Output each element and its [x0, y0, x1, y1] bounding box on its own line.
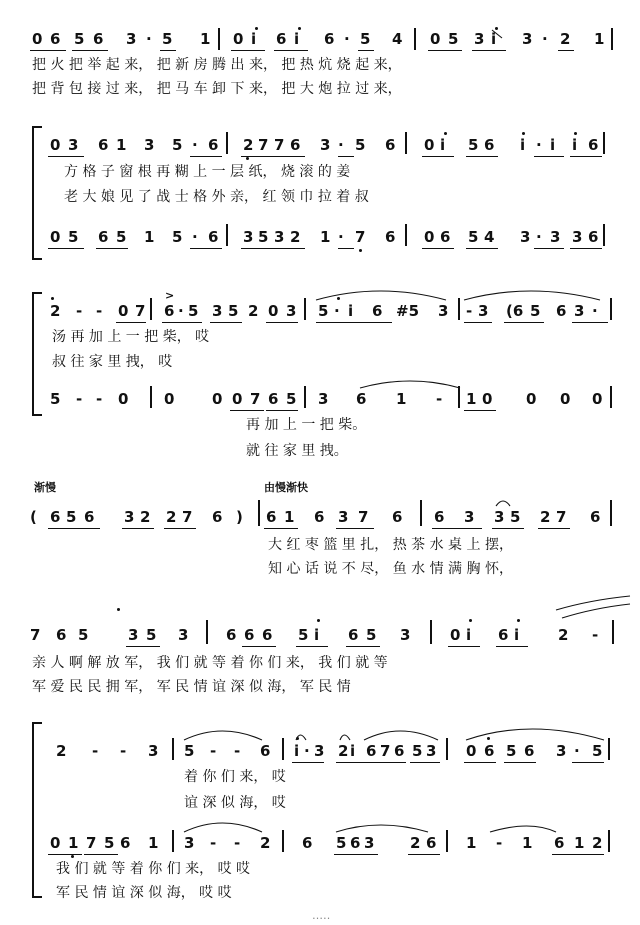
- note: 3: [550, 228, 561, 246]
- note: 3: [124, 508, 135, 526]
- note: 5: [318, 302, 329, 320]
- note: 3: [494, 508, 505, 526]
- note: 0: [50, 834, 61, 852]
- note: 3: [126, 30, 137, 48]
- note: i: [294, 30, 300, 48]
- note: 3: [338, 508, 349, 526]
- note: 7: [135, 302, 146, 320]
- note: -: [120, 742, 127, 760]
- note: 3: [364, 834, 375, 852]
- note: 0: [32, 30, 43, 48]
- note: 5: [468, 228, 479, 246]
- note: 6: [208, 228, 219, 246]
- note: 0: [50, 136, 61, 154]
- note: 3: [212, 302, 223, 320]
- note: 3: [464, 508, 475, 526]
- note: 7: [355, 228, 366, 246]
- lyric-line-1: 方 格 子 窗 根 再 糊 上 一 层 纸， 烧 滚 的 姜: [64, 164, 351, 180]
- note: 2: [558, 626, 569, 644]
- note: i: [520, 136, 526, 154]
- note: 3: [400, 626, 411, 644]
- note: 3: [478, 302, 489, 320]
- note: 3: [522, 30, 533, 48]
- note: 3: [184, 834, 195, 852]
- note: -: [466, 302, 473, 320]
- lyric-line-1: 亲 人 啊 解 放 军， 我 们 就 等 着 你 们 来， 我 们 就 等: [32, 655, 388, 671]
- note: 1: [68, 834, 79, 852]
- note: 2: [140, 508, 151, 526]
- note: ·: [304, 742, 310, 760]
- note: -: [496, 834, 503, 852]
- note: -: [210, 834, 217, 852]
- note: 3: [572, 228, 583, 246]
- note: 5: [188, 302, 199, 320]
- note: 5: [162, 30, 173, 48]
- note: 1: [396, 390, 407, 408]
- note: 7: [274, 136, 285, 154]
- note: i: [550, 136, 556, 154]
- note: 0: [560, 390, 571, 408]
- note: 6: [164, 302, 175, 320]
- note: ·: [192, 136, 198, 154]
- note: 6: [266, 508, 277, 526]
- note: 5: [448, 30, 459, 48]
- note: 6: [268, 390, 279, 408]
- note: 2: [166, 508, 177, 526]
- note: 5: [592, 742, 603, 760]
- note: 1: [144, 228, 155, 246]
- note: -: [76, 302, 83, 320]
- note: 7: [380, 742, 391, 760]
- note: 6: [208, 136, 219, 154]
- lyric-line-3: 我 们 就 等 着 你 们 来， 哎 哎: [56, 861, 251, 877]
- note: 6: [244, 626, 255, 644]
- note: 5: [146, 626, 157, 644]
- note: 1: [466, 390, 477, 408]
- note: 0: [232, 390, 243, 408]
- note: 6: [392, 508, 403, 526]
- note: 6: [260, 742, 271, 760]
- note: -: [92, 742, 99, 760]
- note: -: [210, 742, 217, 760]
- note: ·: [334, 302, 340, 320]
- note: 3: [178, 626, 189, 644]
- note: 6: [302, 834, 313, 852]
- lyric-line-1: 大 红 枣 篮 里 扎， 热 茶 水 桌 上 摆，: [268, 537, 513, 553]
- note: 5: [510, 508, 521, 526]
- note: 3: [438, 302, 449, 320]
- note: 3: [148, 742, 159, 760]
- note: 3: [274, 228, 285, 246]
- note: 3: [128, 626, 139, 644]
- note: 3: [243, 228, 254, 246]
- note: i: [294, 742, 300, 760]
- note: 3: [426, 742, 437, 760]
- note: #5: [396, 302, 420, 320]
- note: 6: [262, 626, 273, 644]
- note: 6: [356, 390, 367, 408]
- note: 6: [50, 508, 61, 526]
- note: i: [350, 742, 356, 760]
- note: 0: [424, 136, 435, 154]
- note: 4: [392, 30, 403, 48]
- note: 2: [56, 742, 67, 760]
- note: 1: [148, 834, 159, 852]
- note: -: [436, 390, 443, 408]
- note: 7: [250, 390, 261, 408]
- note: 7: [30, 626, 41, 644]
- note: 0: [466, 742, 477, 760]
- note: 3: [520, 228, 531, 246]
- note: 3: [318, 390, 329, 408]
- note: 6: [324, 30, 335, 48]
- note: 5: [116, 228, 127, 246]
- note: 6: [426, 834, 437, 852]
- note: i: [251, 30, 257, 48]
- note: 5: [336, 834, 347, 852]
- note: 2: [338, 742, 349, 760]
- note: 0: [482, 390, 493, 408]
- note: 6: [93, 30, 104, 48]
- note: 0: [118, 302, 129, 320]
- note: i: [572, 136, 578, 154]
- note: 6: [590, 508, 601, 526]
- lyric-line-3: 再 加 上 一 把 柴。: [246, 417, 367, 433]
- note: i: [466, 626, 472, 644]
- note: 0: [526, 390, 537, 408]
- note: i: [314, 626, 320, 644]
- note: 0: [430, 30, 441, 48]
- note: ·: [344, 30, 350, 48]
- note: 3: [320, 136, 331, 154]
- note: 6: [434, 508, 445, 526]
- note: 5: [68, 228, 79, 246]
- note: 1: [466, 834, 477, 852]
- lyric-line-1: 着 你 们 来， 哎: [184, 769, 286, 785]
- note: -: [234, 834, 241, 852]
- note: 5: [286, 390, 297, 408]
- note: (6: [506, 302, 524, 320]
- lyric-line-2: 叔 往 家 里 拽， 哎: [52, 354, 173, 370]
- note: 2: [592, 834, 603, 852]
- note: 6: [276, 30, 287, 48]
- note: 5: [74, 30, 85, 48]
- note: 6: [385, 136, 396, 154]
- note: 1: [116, 136, 127, 154]
- note: 0: [592, 390, 603, 408]
- note: ·: [592, 302, 598, 320]
- note: -: [234, 742, 241, 760]
- note: 6: [366, 742, 377, 760]
- note: 7: [556, 508, 567, 526]
- note: 3: [556, 742, 567, 760]
- note: 3: [314, 742, 325, 760]
- note: 5: [412, 742, 423, 760]
- note: 2: [540, 508, 551, 526]
- note: 5: [104, 834, 115, 852]
- note: 3: [286, 302, 297, 320]
- lyric-line-2: 把 背 包 接 过 来， 把 马 车 卸 下 来， 把 大 炮 拉 过 来，: [32, 81, 402, 97]
- note: 5: [184, 742, 195, 760]
- note: 3: [574, 302, 585, 320]
- note: 1: [200, 30, 211, 48]
- note: -: [76, 390, 83, 408]
- score-page: 0 6 5 6 3 · 5 1 0 i 6 i 6 · 5 4 0 5 3 i 3 · 2 1 把 火 把 举 起 来， 把 新 房 腾 出 来， 把 热 炕 烧 起 来， 把 背 包 接 过 来， 把 马 车 卸 下 来， 把 大 炮 拉 过 来， 0 3 6 1 3 5 · 6 2 7 7 6 3 · 5 6 0 i 5 6 i · i i 6 方 格 子 窗 根 再 糊 上 一 层 纸， 烧 滚 的 姜 老 大 娘 见 了 战 士 格 外 亲， 红 领 巾 拉 着 叔 0 5 6 5 1 5 · 6 3 5 3 2 1 · 7 6 0 6 5 4 3 · 3 3 6 2 - - 0 7 6 · 5 3 5 2 0 3 5 · i 6 #5 3 - 3 (6 5 6 3 · > 汤 再 加 上 一 把 柴， 哎 叔 往 家 里 拽， 哎 5 - - 0 0 0 0 7 6 5 3 6 1 - 1 0 0 0 0 再 加 上 一 把 柴。 就 往 家 里 拽。 渐慢 由慢渐快 ( 6 5 6 3 2 2 7 6 ) 6 1 6 3 7 6 6 3 3 5 2 7 6 大 红 枣 篮 里 扎， 热 茶 水 桌 上 摆， 知 心 话 说 不 尽， 鱼 水 情 满 胸 怀， 7 6 5 3 5 3 6 6 6 5 i 6 5 3 0 i 6 i 2 - 亲 人 啊 解 放 军， 我 们 就 等 着 你 们 来， 我 们 就 等 军 爱 民 民 拥 军， 军 民 情 谊 深 似 海， 军 民 情 2 - - 3 5 - - 6 i · 3 2 i 6 7 6 5 3 0 6 5 6 3 · 5 着 你 们 来， 哎 谊 深 似 海， 哎 0 1 7 5 6 1 3 - - 2 6 5 6 3 2 6 1 - 1 6 1 2 我 们 就 等 着 你 们 来， 哎 哎 军 民 情 谊 深 似 海， 哎 哎 …‥: [0, 0, 640, 925]
- note: i: [491, 30, 497, 48]
- note: 7: [182, 508, 193, 526]
- note: 5: [258, 228, 269, 246]
- note: 1: [594, 30, 605, 48]
- lyric-line-2: 老 大 娘 见 了 战 士 格 外 亲， 红 领 巾 拉 着 叔: [64, 189, 369, 205]
- note: 7: [358, 508, 369, 526]
- note: -: [592, 626, 599, 644]
- note: 6: [314, 508, 325, 526]
- note: 6: [588, 136, 599, 154]
- note: i: [440, 136, 446, 154]
- note: 7: [86, 834, 97, 852]
- note: 6: [372, 302, 383, 320]
- note: 6: [120, 834, 131, 852]
- note: 6: [98, 228, 109, 246]
- note: 7: [258, 136, 269, 154]
- note: 5: [530, 302, 541, 320]
- note: 1: [284, 508, 295, 526]
- note: 2: [248, 302, 259, 320]
- note: i: [348, 302, 354, 320]
- note: 5: [172, 228, 183, 246]
- note: 0: [118, 390, 129, 408]
- note: 6: [440, 228, 451, 246]
- note: 6: [226, 626, 237, 644]
- note: 5: [172, 136, 183, 154]
- note: 2: [50, 302, 61, 320]
- note: 5: [468, 136, 479, 154]
- note: ·: [146, 30, 152, 48]
- note: 3: [68, 136, 79, 154]
- note: ·: [178, 302, 184, 320]
- note: ·: [574, 742, 580, 760]
- note: 6: [98, 136, 109, 154]
- lyric-line-2: 知 心 话 说 不 尽， 鱼 水 情 满 胸 怀，: [268, 561, 513, 577]
- note: 5: [506, 742, 517, 760]
- note: ·: [536, 136, 542, 154]
- lyric-line-4: 就 往 家 里 拽。: [246, 443, 348, 459]
- note: 6: [385, 228, 396, 246]
- note: 6: [524, 742, 535, 760]
- note: 1: [320, 228, 331, 246]
- note: 2: [243, 136, 254, 154]
- note: 6: [554, 834, 565, 852]
- note: (: [30, 508, 37, 526]
- note: 5: [298, 626, 309, 644]
- note: 6: [484, 742, 495, 760]
- lyric-line-1: 把 火 把 举 起 来， 把 新 房 腾 出 来， 把 热 炕 烧 起 来，: [32, 57, 402, 73]
- tempo-mark-accelerating: 由慢渐快: [264, 481, 308, 494]
- note: 6: [348, 626, 359, 644]
- note: 6: [556, 302, 567, 320]
- lyric-line-2: 军 爱 民 民 拥 军， 军 民 情 谊 深 似 海， 军 民 情: [32, 679, 351, 695]
- note: ·: [192, 228, 198, 246]
- note: 3: [474, 30, 485, 48]
- note: 6: [50, 30, 61, 48]
- note: 0: [50, 228, 61, 246]
- note: 0: [424, 228, 435, 246]
- note: 0: [164, 390, 175, 408]
- note: ): [236, 508, 243, 526]
- note: 6: [484, 136, 495, 154]
- note: 5: [228, 302, 239, 320]
- note: 0: [233, 30, 244, 48]
- note: i: [514, 626, 520, 644]
- note: 2: [410, 834, 421, 852]
- note: 6: [394, 742, 405, 760]
- note: 4: [484, 228, 495, 246]
- note: 5: [66, 508, 77, 526]
- note: 0: [212, 390, 223, 408]
- lyric-line-4: 军 民 情 谊 深 似 海， 哎 哎: [56, 885, 232, 901]
- note: -: [96, 302, 103, 320]
- note: 3: [144, 136, 155, 154]
- note: 5: [360, 30, 371, 48]
- note: ·: [338, 228, 344, 246]
- note: ·: [536, 228, 542, 246]
- note: 6: [212, 508, 223, 526]
- note: 6: [588, 228, 599, 246]
- note: 5: [355, 136, 366, 154]
- note: -: [96, 390, 103, 408]
- note: 6: [56, 626, 67, 644]
- note: 0: [268, 302, 279, 320]
- note: 6: [290, 136, 301, 154]
- note: ·: [338, 136, 344, 154]
- lyric-line-1: 汤 再 加 上 一 把 柴， 哎: [52, 329, 210, 345]
- note: 5: [78, 626, 89, 644]
- note: 5: [50, 390, 61, 408]
- tempo-mark-slowing: 渐慢: [34, 481, 56, 494]
- note: 2: [560, 30, 571, 48]
- lyric-line-2: 谊 深 似 海， 哎: [184, 795, 286, 811]
- note: 1: [522, 834, 533, 852]
- note: 6: [498, 626, 509, 644]
- note: 0: [450, 626, 461, 644]
- note: 2: [290, 228, 301, 246]
- note: 6: [350, 834, 361, 852]
- note: 6: [84, 508, 95, 526]
- note: 2: [260, 834, 271, 852]
- note: ·: [542, 30, 548, 48]
- note: 1: [574, 834, 585, 852]
- note: 5: [366, 626, 377, 644]
